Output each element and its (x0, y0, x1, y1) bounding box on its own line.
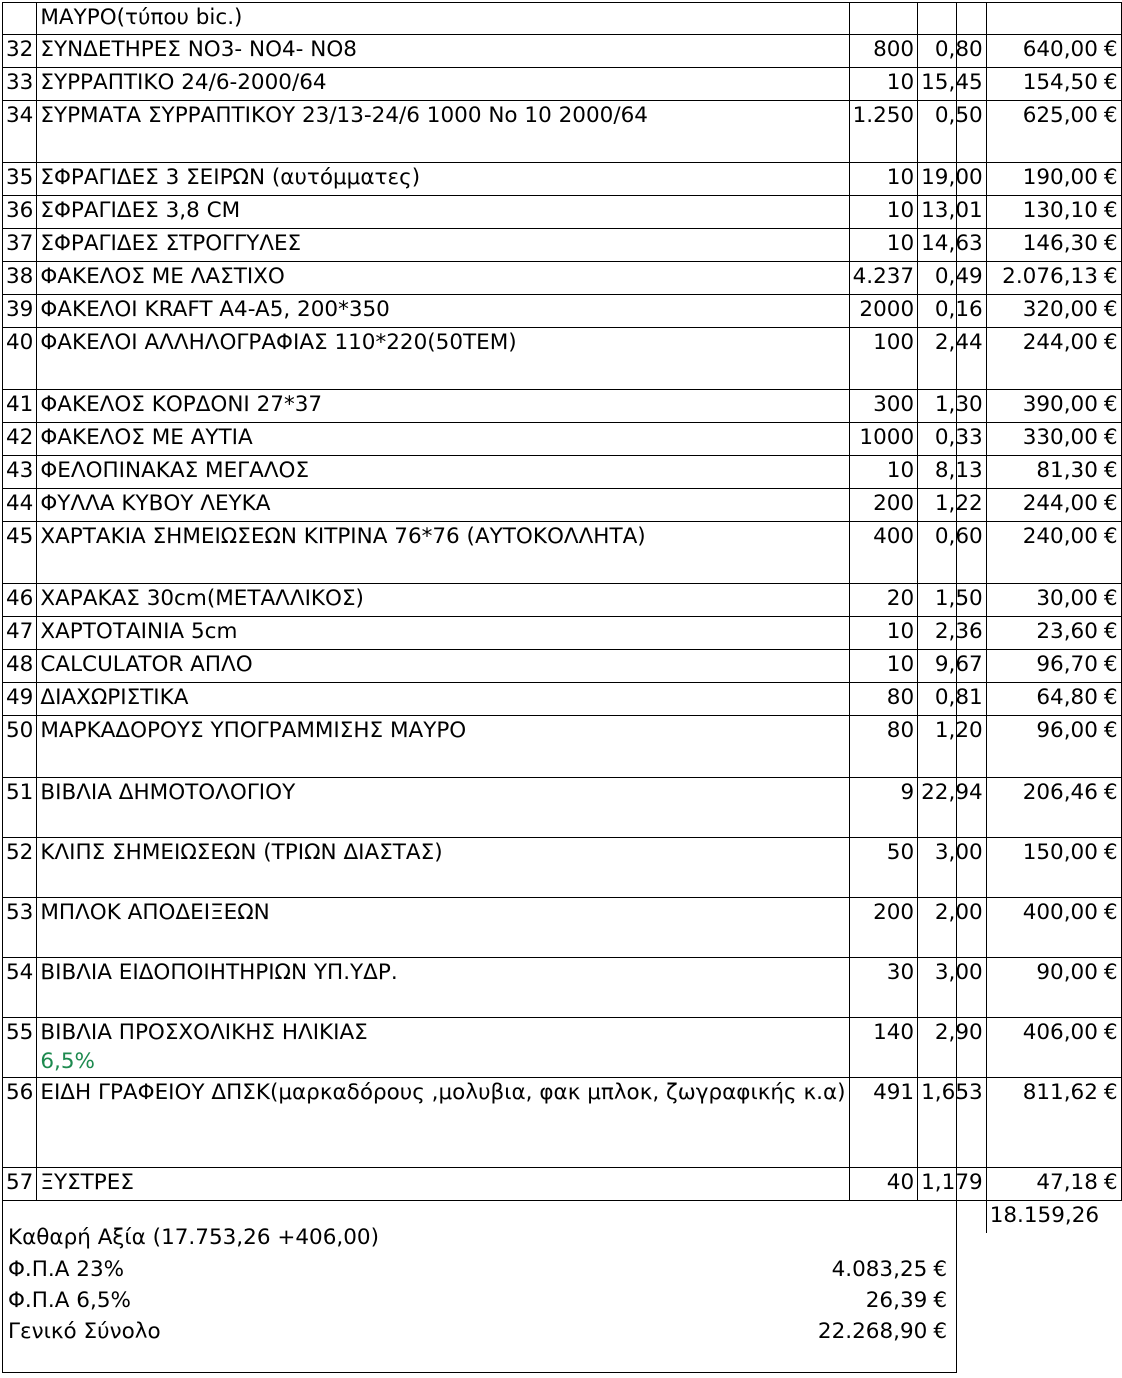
quantity-cell: 200 (849, 898, 918, 958)
quantity-cell: 10 (849, 617, 918, 650)
table-row (3, 35, 1122, 68)
row-number: 50 (3, 716, 37, 778)
row-number: 43 (3, 456, 37, 489)
item-description-text: ΒΙΒΛΙΑ ΕΙΔΟΠΟΙΗΤΗΡΙΩΝ ΥΠ.ΥΔΡ. (40, 960, 398, 985)
item-description-text: ΞΥΣΤΡΕΣ (40, 1170, 134, 1195)
euro-symbol: € (933, 1319, 947, 1344)
item-description (37, 295, 849, 328)
row-number: 41 (3, 390, 37, 423)
total-cell (986, 617, 1121, 650)
item-description-text: ΣΥΡΜΑΤΑ ΣΥΡΡΑΠΤΙΚΟΥ 23/13-24/6 1000 No 10 2000/64 (40, 103, 648, 128)
total-cell (986, 328, 1121, 390)
quantity-cell: 300 (849, 390, 918, 423)
total-value: 2.076,13 (1002, 264, 1098, 289)
total-value: 811,62 (1022, 1080, 1098, 1105)
unit-price-cell: 22,94 (918, 778, 987, 838)
total-value: 390,00 (1022, 392, 1098, 417)
item-description (37, 1018, 849, 1078)
quantity-cell: 1.250 (849, 101, 918, 163)
item-description-text: ΒΙΒΛΙΑ ΔΗΜΟΤΟΛΟΓΙΟΥ (40, 780, 296, 805)
euro-symbol: € (1103, 103, 1118, 128)
table-row (3, 456, 1122, 489)
total-value: 96,70 (1036, 652, 1098, 677)
euro-symbol: € (1103, 900, 1118, 925)
row-number: 44 (3, 489, 37, 522)
euro-symbol: € (1103, 330, 1118, 355)
vat-rate-note: 6,5% (40, 1049, 95, 1074)
unit-price-cell: 14,63 (918, 229, 987, 262)
unit-price-cell: 3,00 (918, 958, 987, 1018)
total-value: 330,00 (1022, 425, 1098, 450)
table-row (3, 163, 1122, 196)
row-number: 36 (3, 196, 37, 229)
item-description-text: ΣΥΡΡΑΠΤΙΚΟ 24/6-2000/64 (40, 70, 327, 95)
euro-symbol: € (1103, 297, 1118, 322)
total-value: 154,50 (1022, 70, 1098, 95)
euro-symbol: € (933, 1257, 947, 1282)
total-cell (986, 229, 1121, 262)
total-value: 90,00 (1036, 960, 1098, 985)
grand-total-label: Γενικό Σύνολο (8, 1319, 161, 1344)
unit-price-cell: 0,49 (918, 262, 987, 295)
row-number: 57 (3, 1168, 37, 1201)
total-value: 640,00 (1022, 37, 1098, 62)
table-row (3, 68, 1122, 101)
table-row (3, 716, 1122, 778)
row-number: 42 (3, 423, 37, 456)
row-number: 52 (3, 838, 37, 898)
item-description (37, 778, 849, 838)
euro-symbol: € (1103, 1170, 1118, 1195)
total-cell (986, 716, 1121, 778)
total-cell (986, 1168, 1121, 1201)
vat65-label: Φ.Π.Α 6,5% (8, 1288, 131, 1313)
table-row (3, 295, 1122, 328)
item-description-text: ΣΦΡΑΓΙΔΕΣ 3,8 CM (40, 198, 241, 223)
item-description-text: ΣΦΡΑΓΙΔΕΣ 3 ΣΕΙΡΩΝ (αυτόμματες) (40, 165, 421, 190)
euro-symbol: € (1103, 198, 1118, 223)
table-row-header-fragment (3, 3, 1122, 35)
unit-price-cell: 19,00 (918, 163, 987, 196)
quantity-cell: 10 (849, 650, 918, 683)
euro-symbol: € (1103, 165, 1118, 190)
total-value: 81,30 (1036, 458, 1098, 483)
grand-total-value: 22.268,90 (817, 1319, 928, 1344)
quantity-cell: 9 (849, 778, 918, 838)
table-row (3, 101, 1122, 163)
item-description (37, 68, 849, 101)
table-row (3, 650, 1122, 683)
total-value: 96,00 (1036, 718, 1098, 743)
total-cell (986, 958, 1121, 1018)
table-row (3, 584, 1122, 617)
euro-symbol: € (1103, 1080, 1118, 1105)
item-description-text: ΣΦΡΑΓΙΔΕΣ ΣΤΡΟΓΓΥΛΕΣ (40, 231, 302, 256)
quantity-cell: 1000 (849, 423, 918, 456)
item-description-text: ΜΠΛΟΚ ΑΠΟΔΕΙΞΕΩΝ (40, 900, 270, 925)
item-description (37, 423, 849, 456)
row-number: 46 (3, 584, 37, 617)
euro-symbol: € (1103, 425, 1118, 450)
quantity-cell: 50 (849, 838, 918, 898)
table-row (3, 1078, 1122, 1168)
euro-symbol: € (1103, 37, 1118, 62)
item-description (37, 196, 849, 229)
quantity-cell: 10 (849, 163, 918, 196)
item-description-text: ΦΕΛΟΠΙΝΑΚΑΣ ΜΕΓΑΛΟΣ (40, 458, 310, 483)
euro-symbol: € (1103, 780, 1118, 805)
euro-symbol: € (1103, 392, 1118, 417)
euro-symbol: € (1103, 960, 1118, 985)
unit-price-cell: 9,67 (918, 650, 987, 683)
total-cell (986, 456, 1121, 489)
total-value: 47,18 (1036, 1170, 1098, 1195)
row-number: 48 (3, 650, 37, 683)
item-description (37, 683, 849, 716)
total-cell (986, 650, 1121, 683)
quantity-cell: 400 (849, 522, 918, 584)
euro-symbol: € (1103, 1020, 1118, 1045)
total-cell (986, 163, 1121, 196)
unit-price-cell: 1,179 (918, 1168, 987, 1201)
unit-price-cell: 8,13 (918, 456, 987, 489)
subtotal-value: 18.159,26 (986, 1201, 1121, 1233)
item-description (37, 1078, 849, 1168)
row-number: 38 (3, 262, 37, 295)
unit-price-cell (918, 3, 987, 35)
unit-price-cell: 1,20 (918, 716, 987, 778)
item-description (37, 958, 849, 1018)
euro-symbol: € (1103, 619, 1118, 644)
euro-symbol: € (1103, 70, 1118, 95)
vat65-value: 26,39 (865, 1288, 928, 1313)
item-description-text: ΦΥΛΛΑ ΚΥΒΟΥ ΛΕΥΚΑ (40, 491, 271, 516)
item-description-text: CALCULATOR ΑΠΛΟ (40, 652, 253, 677)
row-number: 54 (3, 958, 37, 1018)
euro-symbol: € (1103, 231, 1118, 256)
item-description (37, 328, 849, 390)
table-row (3, 489, 1122, 522)
total-cell (986, 3, 1121, 35)
unit-price-cell: 1,22 (918, 489, 987, 522)
total-value: 400,00 (1022, 900, 1098, 925)
quantity-cell: 30 (849, 958, 918, 1018)
total-cell (986, 101, 1121, 163)
unit-price-cell: 1,30 (918, 390, 987, 423)
quantity-cell: 10 (849, 196, 918, 229)
item-description (37, 617, 849, 650)
total-value: 244,00 (1022, 491, 1098, 516)
total-value: 244,00 (1022, 330, 1098, 355)
item-description (37, 489, 849, 522)
quantity-cell: 10 (849, 229, 918, 262)
unit-price-cell: 0,80 (918, 35, 987, 68)
quantity-cell: 10 (849, 456, 918, 489)
total-cell (986, 35, 1121, 68)
row-number: 49 (3, 683, 37, 716)
total-value: 206,46 (1022, 780, 1098, 805)
euro-symbol: € (1103, 685, 1118, 710)
euro-symbol: € (933, 1288, 947, 1313)
unit-price-cell: 2,36 (918, 617, 987, 650)
total-value: 130,10 (1022, 198, 1098, 223)
table-row (3, 898, 1122, 958)
table-row (3, 778, 1122, 838)
euro-symbol: € (1103, 652, 1118, 677)
total-cell (986, 68, 1121, 101)
euro-symbol: € (1103, 524, 1118, 549)
item-description-text: ΦΑΚΕΛΟΣ ΜΕ ΑΥΤΙΑ (40, 425, 253, 450)
item-description-text: ΧΑΡΑΚΑΣ 30cm(ΜΕΤΑΛΛΙΚΟΣ) (40, 586, 364, 611)
euro-symbol: € (1103, 586, 1118, 611)
unit-price-cell: 0,50 (918, 101, 987, 163)
quantity-cell: 800 (849, 35, 918, 68)
item-description-text: ΦΑΚΕΛΟΣ ΚΟΡΔΟΝΙ 27*37 (40, 392, 323, 417)
item-description (37, 650, 849, 683)
total-value: 406,00 (1022, 1020, 1098, 1045)
total-value: 146,30 (1022, 231, 1098, 256)
table-row (3, 1168, 1122, 1201)
quantity-cell: 20 (849, 584, 918, 617)
quantity-cell: 4.237 (849, 262, 918, 295)
item-description-text: ΒΙΒΛΙΑ ΠΡΟΣΧΟΛΙΚΗΣ ΗΛΙΚΙΑΣ (40, 1020, 368, 1045)
row-number: 47 (3, 617, 37, 650)
quantity-cell: 491 (849, 1078, 918, 1168)
quantity-cell: 200 (849, 489, 918, 522)
item-description (37, 1168, 849, 1201)
total-cell (986, 522, 1121, 584)
row-number: 35 (3, 163, 37, 196)
item-description-text: ΕΙΔΗ ΓΡΑΦΕΙΟΥ ΔΠΣΚ(μαρκαδόρους ,μολυβια, φακ μπλοκ, ζωγραφικής κ.α) (40, 1080, 846, 1105)
euro-symbol: € (1103, 264, 1118, 289)
total-cell (986, 196, 1121, 229)
total-value: 320,00 (1022, 297, 1098, 322)
total-value: 190,00 (1022, 165, 1098, 190)
unit-price-cell: 1,50 (918, 584, 987, 617)
table-row (3, 838, 1122, 898)
item-description-text: ΚΛΙΠΣ ΣΗΜΕΙΩΣΕΩΝ (ΤΡΙΩΝ ΔΙΑΣΤΑΣ) (40, 840, 443, 865)
item-description (37, 262, 849, 295)
table-row (3, 958, 1122, 1018)
item-description-text: ΜΑΡΚΑΔΟΡΟΥΣ ΥΠΟΓΡΑΜΜΙΣΗΣ ΜΑΥΡΟ (40, 718, 467, 743)
item-description (37, 898, 849, 958)
quantity-cell (849, 3, 918, 35)
item-description-text: ΧΑΡΤΑΚΙΑ ΣΗΜΕΙΩΣΕΩΝ ΚΙΤΡΙΝΑ 76*76 (ΑΥΤΟΚΟΛΛΗΤΑ) (40, 524, 646, 549)
row-number: 51 (3, 778, 37, 838)
quantity-cell: 10 (849, 68, 918, 101)
row-number (3, 3, 37, 35)
rows-body (3, 35, 1122, 1201)
total-value: 625,00 (1022, 103, 1098, 128)
quantity-cell: 80 (849, 716, 918, 778)
total-value: 64,80 (1036, 685, 1098, 710)
row-number: 45 (3, 522, 37, 584)
vat23-label: Φ.Π.Α 23% (8, 1257, 125, 1282)
total-value: 150,00 (1022, 840, 1098, 865)
row-number: 32 (3, 35, 37, 68)
unit-price-cell: 15,45 (918, 68, 987, 101)
total-value: 240,00 (1022, 524, 1098, 549)
item-description (37, 101, 849, 163)
total-value: 30,00 (1036, 586, 1098, 611)
unit-price-cell: 0,60 (918, 522, 987, 584)
total-cell (986, 898, 1121, 958)
quantity-cell: 100 (849, 328, 918, 390)
table-row (3, 229, 1122, 262)
unit-price-cell: 0,81 (918, 683, 987, 716)
item-description (37, 456, 849, 489)
table-row (3, 617, 1122, 650)
total-value: 23,60 (1036, 619, 1098, 644)
items-table (2, 2, 1122, 1233)
item-description (37, 716, 849, 778)
grand-total-line (2, 1316, 957, 1347)
item-description-text: ΔΙΑΧΩΡΙΣΤΙΚΑ (40, 685, 189, 710)
total-cell (986, 423, 1121, 456)
row-number: 37 (3, 229, 37, 262)
total-cell (986, 295, 1121, 328)
total-cell (986, 584, 1121, 617)
unit-price-cell: 2,90 (918, 1018, 987, 1078)
table-row (3, 328, 1122, 390)
total-cell (986, 838, 1121, 898)
table-row (3, 196, 1122, 229)
vat23-line (2, 1254, 957, 1285)
item-description (37, 838, 849, 898)
unit-price-cell: 1,653 (918, 1078, 987, 1168)
row-number: 33 (3, 68, 37, 101)
unit-price-cell: 13,01 (918, 196, 987, 229)
item-description-text: ΣΥΝΔΕΤΗΡΕΣ ΝΟ3- ΝΟ4- ΝΟ8 (40, 37, 357, 62)
item-description-text: ΦΑΚΕΛΟΙ KRAFT A4-A5, 200*350 (40, 297, 390, 322)
net-value-line (2, 1222, 957, 1253)
total-cell (986, 778, 1121, 838)
total-cell (986, 1018, 1121, 1078)
euro-symbol: € (1103, 718, 1118, 743)
euro-symbol: € (1103, 840, 1118, 865)
euro-symbol: € (1103, 458, 1118, 483)
row-number: 55 (3, 1018, 37, 1078)
table-row (3, 683, 1122, 716)
unit-price-cell: 2,00 (918, 898, 987, 958)
total-cell (986, 390, 1121, 423)
item-description (37, 390, 849, 423)
table-row (3, 423, 1122, 456)
total-cell (986, 489, 1121, 522)
unit-price-cell: 0,16 (918, 295, 987, 328)
item-description (37, 229, 849, 262)
row-number: 39 (3, 295, 37, 328)
unit-price-cell: 2,44 (918, 328, 987, 390)
table-row (3, 390, 1122, 423)
item-description (37, 163, 849, 196)
net-value-label: Καθαρή Αξία (17.753,26 +406,00) (8, 1225, 379, 1250)
row-number: 34 (3, 101, 37, 163)
item-description-text: ΦΑΚΕΛΟΙ ΑΛΛΗΛΟΓΡΑΦΙΑΣ 110*220(50ΤΕΜ) (40, 330, 517, 355)
quantity-cell: 140 (849, 1018, 918, 1078)
table-row (3, 1018, 1122, 1078)
total-cell (986, 683, 1121, 716)
euro-symbol: € (1103, 491, 1118, 516)
item-description-text: ΦΑΚΕΛΟΣ ΜΕ ΛΑΣΤΙΧΟ (40, 264, 285, 289)
row-number: 40 (3, 328, 37, 390)
table-row (3, 262, 1122, 295)
quantity-cell: 80 (849, 683, 918, 716)
unit-price-cell: 3,00 (918, 838, 987, 898)
row-number: 53 (3, 898, 37, 958)
quantity-cell: 40 (849, 1168, 918, 1201)
item-description (37, 584, 849, 617)
total-cell (986, 1078, 1121, 1168)
item-description-text: ΧΑΡΤΟΤΑΙΝΙΑ 5cm (40, 619, 238, 644)
item-description: ΜΑΥΡΟ(τύπου bic.) (37, 3, 849, 35)
quantity-cell: 2000 (849, 295, 918, 328)
unit-price-cell: 0,33 (918, 423, 987, 456)
table-row (3, 522, 1122, 584)
total-cell (986, 262, 1121, 295)
item-description (37, 35, 849, 68)
row-number: 56 (3, 1078, 37, 1168)
vat23-value: 4.083,25 (831, 1257, 928, 1282)
item-description (37, 522, 849, 584)
vat65-line (2, 1285, 957, 1316)
